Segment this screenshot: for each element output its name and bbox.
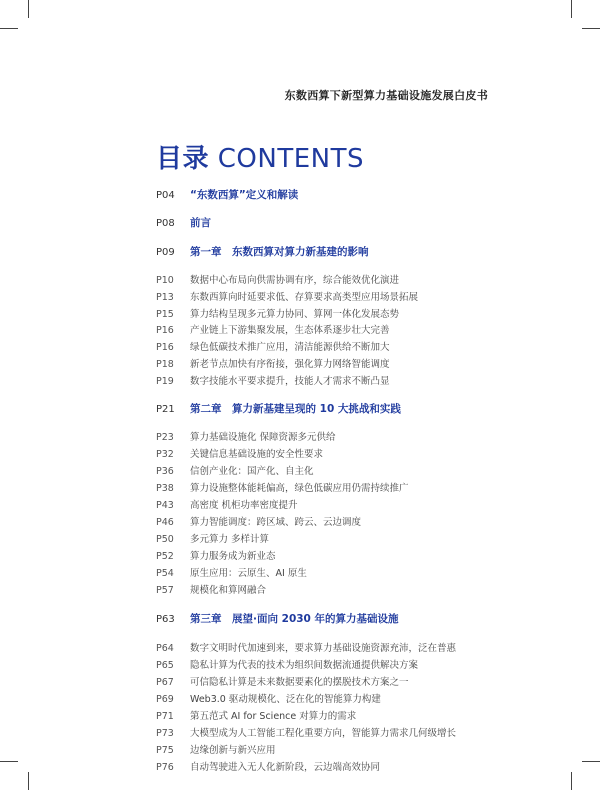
page-number: P18 (156, 359, 174, 370)
toc-entry[interactable] (156, 742, 276, 756)
page-number: P50 (156, 534, 174, 545)
entry-title: 数字文明时代加速到来，要求算力基础设施资源充沛，泛在普惠 (190, 643, 457, 654)
page-number: P64 (156, 643, 174, 654)
running-header: 东数西算下新型算力基础设施发展白皮书 (284, 89, 488, 102)
crop-mark-bottom-right-v (571, 772, 572, 790)
toc-entry[interactable] (156, 691, 381, 705)
entry-title: 绿色低碳技术推广应用，清洁能源供给不断加大 (190, 342, 390, 353)
toc-entry[interactable] (156, 759, 380, 773)
toc-entry[interactable] (156, 289, 418, 303)
page-number: P65 (156, 660, 174, 671)
entry-title: 第二章 算力新基建呈现的 10 大挑战和实践 (190, 403, 401, 415)
entry-title: “东数西算”定义和解读 (190, 189, 299, 201)
entry-title: 规模化和算网融合 (190, 585, 267, 596)
page-number: P57 (156, 585, 174, 596)
toc-title-cn: 目录 (156, 144, 210, 174)
page-number: P04 (156, 190, 175, 201)
entry-title: 产业链上下游集聚发展，生态体系逐步壮大完善 (190, 325, 390, 336)
toc-entry[interactable] (156, 582, 266, 596)
toc-major-entry[interactable] (156, 187, 298, 202)
page-number: P13 (156, 292, 174, 303)
page-number: P73 (156, 728, 174, 739)
page-number: P69 (156, 694, 174, 705)
page-number: P36 (156, 466, 174, 477)
entry-title: 关键信息基础设施的安全性要求 (190, 449, 324, 460)
page-number: P75 (156, 745, 174, 756)
toc-entry[interactable] (156, 322, 390, 336)
entry-title: 隐私计算为代表的技术为组织间数据流通提供解决方案 (190, 660, 419, 671)
page-number: P32 (156, 449, 174, 460)
toc-major-entry[interactable] (156, 611, 399, 626)
page-number: P52 (156, 551, 174, 562)
page-number: P38 (156, 483, 174, 494)
toc-entry[interactable] (156, 272, 399, 286)
page-number: P46 (156, 517, 174, 528)
toc-major-entry[interactable] (156, 244, 369, 259)
toc-entry[interactable] (156, 548, 276, 562)
toc-entry[interactable] (156, 708, 356, 722)
entry-title: 数字技能水平要求提升，技能人才需求不断凸显 (190, 376, 390, 387)
entry-title: 前言 (190, 217, 211, 229)
entry-title: 第三章 展望·面向 2030 年的算力基础设施 (190, 613, 399, 625)
toc-title (156, 138, 364, 175)
toc-entry[interactable] (156, 497, 298, 511)
toc-entry[interactable] (156, 373, 390, 387)
toc-entry[interactable] (156, 531, 269, 545)
crop-mark-bottom-left-h (0, 761, 18, 762)
entry-title: 第五范式 AI for Science 对算力的需求 (190, 711, 357, 722)
page-number: P23 (156, 432, 174, 443)
page-number: P16 (156, 325, 174, 336)
entry-title: 算力基础设施化 保障资源多元供给 (190, 432, 336, 443)
crop-mark-top-right-h (582, 28, 600, 29)
crop-mark-top-left-h (0, 28, 18, 29)
page-number: P54 (156, 568, 174, 579)
page-number: P10 (156, 275, 174, 286)
toc-entry[interactable] (156, 725, 456, 739)
entry-title: 东数西算向时延要求低、存算要求高类型应用场景拓展 (190, 292, 419, 303)
entry-title: 自动驾驶进入无人化新阶段，云边端高效协同 (190, 762, 381, 773)
entry-title: 新老节点加快有序衔接，强化算力网络智能调度 (190, 359, 390, 370)
toc-entry[interactable] (156, 565, 307, 579)
page-number: P43 (156, 500, 174, 511)
entry-title: 算力服务成为新业态 (190, 551, 276, 562)
toc-entry[interactable] (156, 480, 409, 494)
toc-entry[interactable] (156, 463, 314, 477)
crop-mark-bottom-left-v (28, 772, 29, 790)
toc-entry[interactable] (156, 429, 336, 443)
page-number: P15 (156, 309, 174, 320)
toc-entry[interactable] (156, 674, 409, 688)
toc-entry[interactable] (156, 446, 323, 460)
page-number: P71 (156, 711, 174, 722)
page-number: P21 (156, 404, 175, 415)
page-number: P08 (156, 218, 175, 229)
toc-major-entry[interactable] (156, 215, 211, 230)
entry-title: 数据中心布局向供需协调有序，综合能效优化演进 (190, 275, 400, 286)
toc-entry[interactable] (156, 356, 390, 370)
toc-entry[interactable] (156, 657, 418, 671)
entry-title: 大模型成为人工智能工程化重要方向，智能算力需求几何级增长 (190, 728, 457, 739)
entry-title: Web3.0 驱动规模化、泛在化的智能算力构建 (190, 694, 381, 705)
toc-entry[interactable] (156, 514, 361, 528)
toc-entry[interactable] (156, 306, 399, 320)
entry-title: 多元算力 多样计算 (190, 534, 270, 545)
entry-title: 高密度 机柜功率密度提升 (190, 500, 298, 511)
toc-major-entry[interactable] (156, 401, 401, 416)
entry-title: 算力设施整体能耗偏高，绿色低碳应用仍需持续推广 (190, 483, 409, 494)
entry-title: 算力智能调度：跨区域、跨云、云边调度 (190, 517, 362, 528)
toc-entry[interactable] (156, 339, 390, 353)
entry-title: 原生应用：云原生、AI 原生 (190, 568, 307, 579)
page-number: P63 (156, 614, 175, 625)
crop-mark-top-right-v (571, 0, 572, 18)
page-number: P19 (156, 376, 174, 387)
page-number: P16 (156, 342, 174, 353)
entry-title: 第一章 东数西算对算力新基建的影响 (190, 246, 369, 258)
page-number: P09 (156, 247, 175, 258)
crop-mark-bottom-right-h (582, 761, 600, 762)
entry-title: 信创产业化：国产化、自主化 (190, 466, 314, 477)
entry-title: 算力结构呈现多元算力协同、算网一体化发展态势 (190, 309, 400, 320)
toc-title-en: CONTENTS (209, 144, 364, 174)
page-number: P67 (156, 677, 174, 688)
page-number: P76 (156, 762, 174, 773)
toc-entry[interactable] (156, 640, 456, 654)
crop-mark-top-left-v (28, 0, 29, 18)
entry-title: 可信隐私计算是未来数据要素化的摆脱技术方案之一 (190, 677, 409, 688)
entry-title: 边缘创新与新兴应用 (190, 745, 276, 756)
